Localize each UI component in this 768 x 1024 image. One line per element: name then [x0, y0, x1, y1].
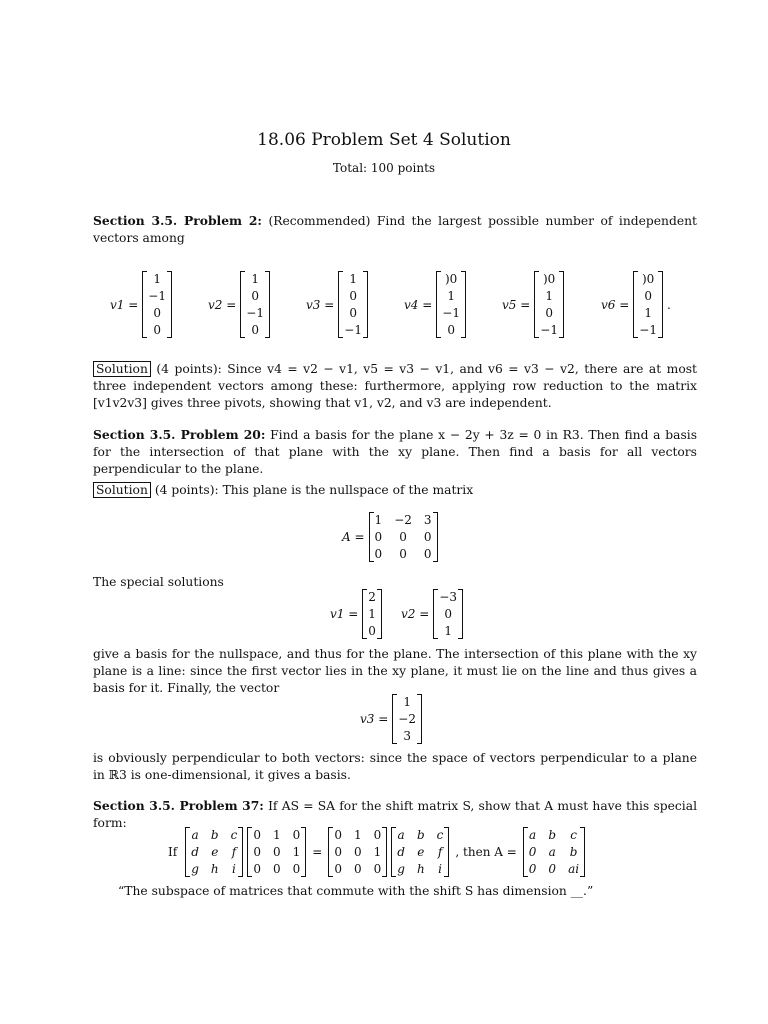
solution-box: Solution: [93, 361, 151, 377]
perpendicular-vector-v3-matrix: 1 −2 3: [392, 694, 422, 744]
problem-20-heading: Section 3.5. Problem 20:: [93, 427, 266, 442]
vector-v4: v4 = )0 1 −1 0: [404, 271, 466, 338]
problem-2-heading: Section 3.5. Problem 2:: [93, 213, 262, 228]
problem-37-heading: Section 3.5. Problem 37:: [93, 798, 264, 813]
solution-box: Solution: [93, 482, 151, 498]
matrix-a-general: a b c d e f g h i: [391, 827, 449, 877]
vector-v3-matrix: 1 0 0 −1: [338, 271, 368, 338]
problem-20-paragraph-2: give a basis for the nullspace, and thus for the plane. The intersection of this plane with the xy plane is a line: since the first vector lies in the xy plane, it must lie on the line and thus gives a basis for it. Finally, the vector: [93, 647, 697, 695]
problem-2-solution: [93, 361, 697, 412]
matrix-a-general: a b c d e f g h i: [185, 827, 243, 877]
problem-37-text: If AS = SA for the shift matrix S, show that A must have this special form:: [93, 799, 697, 830]
special-solutions-text: The special solutions: [93, 575, 224, 589]
vector-v6: v6 = )0 0 1 −1 .: [601, 272, 671, 337]
problem-2-text: (Recommended) Find the largest possible number of independent vectors among: [93, 214, 697, 245]
document-title: 18.06 Problem Set 4 Solution: [257, 130, 511, 150]
commute-equation: If a b c d e f g h i 0 1 0 0 0 1 0 0 0 = 0 1 0 0 0 1 0 0 0 a b c d e f g h i , then A = a b c 0 a b 0 0 ai: [168, 827, 585, 877]
vector-v3: v3 = 1 0 0 −1: [306, 271, 368, 338]
vector-v5-matrix: )0 1 0 −1: [534, 271, 564, 338]
shift-matrix-s: 0 1 0 0 0 1 0 0 0: [328, 827, 387, 877]
special-vector-v1: v1 = 2 1 0: [330, 589, 382, 639]
problem-2-solution-text: (4 points): Since v4 = v2 − v1, v5 = v3 − v1, and v6 = v3 − v2, there are at most three independent vectors among these: furthermore, applying row reduction to the matrix [v1v2v3] gives three pivots, showing that v1, v2, and v3 are independent.: [93, 362, 697, 410]
problem-20-solution: [93, 482, 697, 499]
vector-list-period: .: [667, 297, 671, 312]
vector-v2-matrix: 1 0 −1 0: [240, 271, 270, 338]
special-vector-v2: v2 = −3 0 1: [401, 589, 463, 639]
shift-matrix-s: 0 1 0 0 0 1 0 0 0: [247, 827, 306, 877]
vector-v6-matrix: )0 0 1 −1: [633, 271, 663, 338]
document-subtitle: Total: 100 points: [332, 161, 436, 175]
problem-20-solution-text: (4 points): This plane is the nullspace of the matrix: [154, 483, 474, 497]
vector-v1: v1 = 1 −1 0 0: [110, 271, 172, 338]
matrix-a-equation: A = 1 −2 3 0 0 0 0 0 0: [342, 512, 438, 562]
problem-20-statement: [93, 426, 697, 478]
vector-v1-matrix: 1 −1 0 0: [142, 271, 172, 338]
vector-v4-matrix: )0 1 −1 0: [436, 271, 466, 338]
special-vector-v1-matrix: 2 1 0: [362, 589, 382, 639]
vector-v2: v2 = 1 0 −1 0: [208, 271, 270, 338]
special-vector-v2-matrix: −3 0 1: [433, 589, 463, 639]
matrix-a: 1 −2 3 0 0 0 0 0 0: [369, 512, 438, 562]
perpendicular-vector-v3: v3 = 1 −2 3: [360, 694, 422, 744]
problem-37-quote: “The subspace of matrices that commute with the shift S has dimension __.”: [118, 884, 594, 898]
problem-20-paragraph-3: is obviously perpendicular to both vectors: since the space of vectors perpendicular to a plane in ℝ3 is one-dimensional, it gives a basis.: [93, 751, 697, 782]
problem-2-statement: [93, 212, 697, 247]
vector-v5: v5 = )0 1 0 −1: [502, 271, 564, 338]
problem-20-text: Find a basis for the plane x − 2y + 3z = 0 in R3. Then find a basis for the intersection of that plane with the xy plane. Then find a basis for all vectors perpendicular to the plane.: [93, 428, 697, 476]
matrix-a-special-form: a b c 0 a b 0 0 ai: [523, 827, 585, 877]
